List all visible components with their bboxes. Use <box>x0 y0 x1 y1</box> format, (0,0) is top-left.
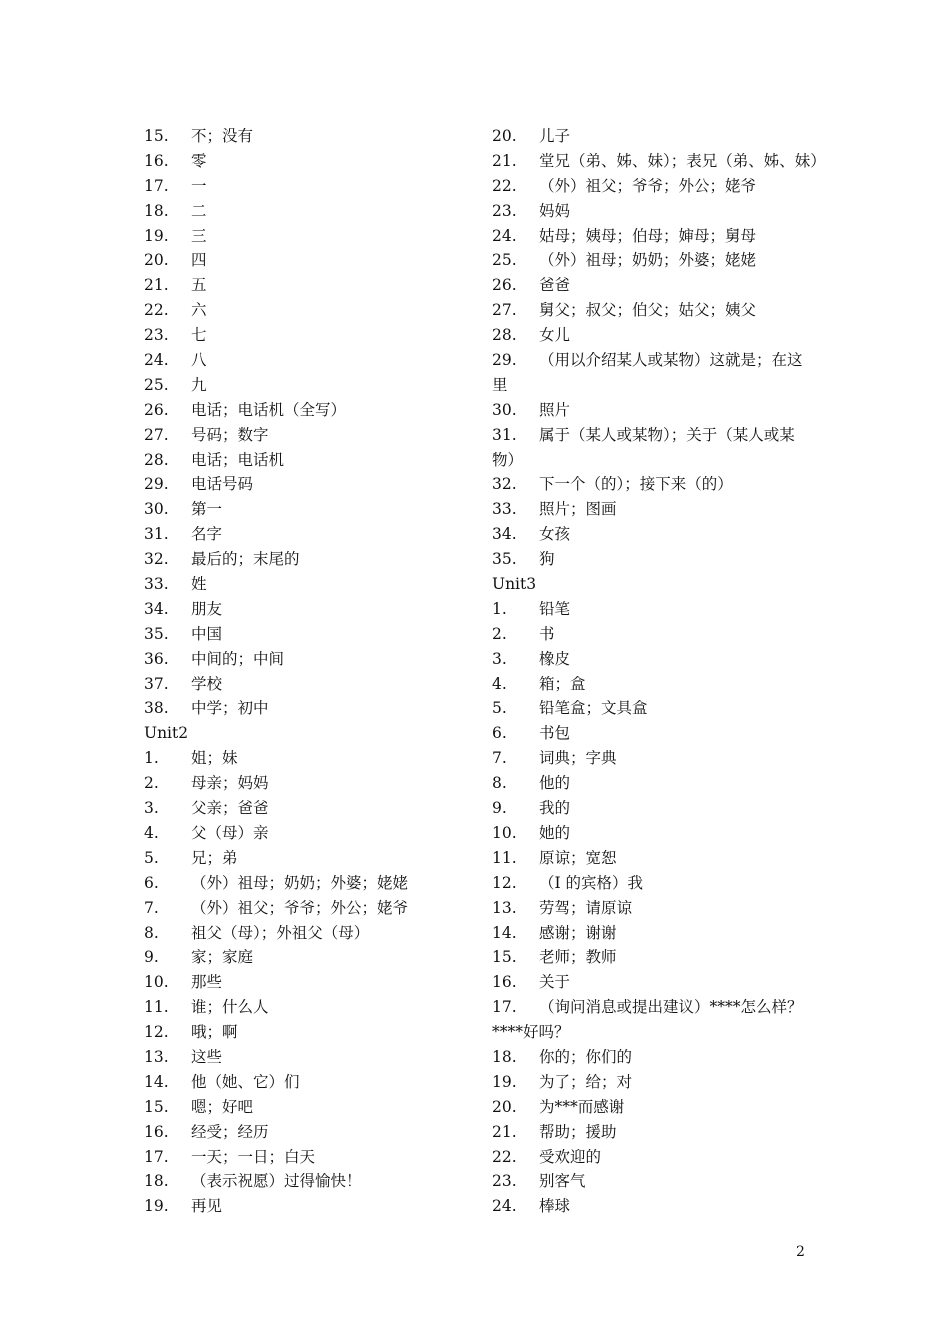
item-text-continuation: 物） <box>492 450 524 469</box>
item-number: 37. <box>144 674 169 693</box>
item-number: 16. <box>144 151 169 170</box>
vocab-item <box>492 896 822 921</box>
item-text: 姓 <box>191 575 207 594</box>
item-number: 32. <box>144 550 169 569</box>
item-number: 21. <box>492 151 517 170</box>
item-text: 棒球 <box>539 1197 571 1216</box>
vocab-item <box>144 224 444 249</box>
vocab-item <box>144 1045 444 1070</box>
item-text: （外）祖母；奶奶；外婆；姥姥 <box>191 873 409 892</box>
item-text: 谁；什么人 <box>191 998 269 1017</box>
vocab-item <box>144 373 444 398</box>
item-number: 26. <box>144 400 169 419</box>
vocab-item <box>144 871 444 896</box>
item-number: 15. <box>144 1097 169 1116</box>
item-number: 20. <box>144 251 169 270</box>
item-number: 5. <box>492 699 507 718</box>
unit-heading: Unit3 <box>492 575 537 594</box>
item-text: 原谅；宽恕 <box>539 848 617 867</box>
item-text: 电话；电话机（全写） <box>191 400 347 419</box>
vocab-item <box>492 1194 822 1219</box>
vocab-item <box>492 771 822 796</box>
vocab-item <box>492 472 822 497</box>
left-column <box>144 124 444 1219</box>
item-number: 30. <box>144 500 169 519</box>
item-text: 那些 <box>191 973 223 992</box>
item-text: 这些 <box>191 1047 223 1066</box>
vocab-item <box>144 149 444 174</box>
item-text: 感谢；谢谢 <box>539 923 617 942</box>
item-text: 兄；弟 <box>191 848 238 867</box>
item-number: 3. <box>144 799 159 818</box>
item-number: 20. <box>492 127 517 145</box>
vocab-item <box>144 821 444 846</box>
item-number: 2. <box>144 774 159 793</box>
vocab-item <box>492 323 822 348</box>
item-text: 堂兄（弟、姊、妹）；表兄（弟、姊、妹） <box>539 151 826 170</box>
item-text: 书包 <box>539 724 571 743</box>
vocab-item <box>144 323 444 348</box>
vocab-item <box>492 273 822 298</box>
item-number: 26. <box>492 276 517 295</box>
item-text: 妈妈 <box>539 201 571 220</box>
vocab-item <box>492 1070 822 1095</box>
vocab-item <box>144 398 444 423</box>
item-text: 学校 <box>191 674 223 693</box>
item-number: 21. <box>144 276 169 295</box>
item-number: 22. <box>492 176 517 195</box>
item-text: 最后的；末尾的 <box>191 550 300 569</box>
item-number: 9. <box>492 799 507 818</box>
item-number: 8. <box>492 774 507 793</box>
item-number: 29. <box>492 351 517 370</box>
item-number: 31. <box>144 525 169 544</box>
item-number: 33. <box>144 575 169 594</box>
item-text: 号码；数字 <box>191 425 269 444</box>
vocab-item <box>144 522 444 547</box>
item-number: 23. <box>144 326 169 345</box>
item-text: 别客气 <box>539 1172 586 1191</box>
vocab-item <box>492 721 822 746</box>
unit-heading: Unit2 <box>144 724 189 743</box>
item-number: 18. <box>144 201 169 220</box>
vocab-item <box>492 647 822 672</box>
item-number: 1. <box>144 749 159 768</box>
item-text: 铅笔盒；文具盒 <box>539 699 648 718</box>
item-number: 3. <box>492 649 507 668</box>
item-text: 属于（某人或某物）；关于（某人或某 <box>539 425 795 444</box>
vocab-item <box>144 423 444 448</box>
item-text: 零 <box>191 151 207 170</box>
item-text: 电话；电话机 <box>191 450 285 469</box>
item-number: 17. <box>144 1147 169 1166</box>
item-text: 母亲；妈妈 <box>191 774 269 793</box>
vocab-item <box>144 448 444 473</box>
item-number: 24. <box>492 226 517 245</box>
item-number: 19. <box>144 226 169 245</box>
vocab-item <box>492 423 822 448</box>
item-text: 七 <box>191 326 207 345</box>
item-text: 六 <box>191 301 207 320</box>
item-number: 16. <box>144 1122 169 1141</box>
item-number: 23. <box>492 201 517 220</box>
item-number: 4. <box>144 823 159 842</box>
item-text: （表示祝愿）过得愉快！ <box>191 1172 362 1191</box>
vocab-item <box>144 472 444 497</box>
item-number: 6. <box>144 873 159 892</box>
item-text: 经受；经历 <box>191 1122 269 1141</box>
item-text: 劳驾；请原谅 <box>539 898 633 917</box>
vocab-item <box>144 771 444 796</box>
item-text: 中国 <box>191 624 223 643</box>
item-text: 祖父（母）；外祖父（母） <box>191 923 370 942</box>
vocab-item <box>144 1095 444 1120</box>
vocab-item <box>492 945 822 970</box>
item-text: 中间的；中间 <box>191 649 285 668</box>
item-text: 词典；字典 <box>539 749 617 768</box>
item-number: 35. <box>492 550 517 569</box>
vocab-item <box>144 273 444 298</box>
item-text: 女儿 <box>539 326 571 345</box>
item-text: 九 <box>191 375 207 394</box>
item-text: 老师；教师 <box>539 948 617 967</box>
vocab-item <box>144 1194 444 1219</box>
item-text: 中学；初中 <box>191 699 269 718</box>
vocab-item <box>144 1145 444 1170</box>
vocab-item <box>492 224 822 249</box>
right-column <box>492 124 826 1219</box>
item-text: 四 <box>191 251 207 270</box>
item-text: （I 的宾格）我 <box>539 873 644 892</box>
item-text: 她的 <box>539 823 571 842</box>
vocab-item <box>492 174 822 199</box>
vocab-item <box>144 497 444 522</box>
vocab-item <box>144 647 444 672</box>
item-text: （用以介绍某人或某物）这就是；在这 <box>539 351 803 370</box>
item-text: 姐；妹 <box>191 749 238 768</box>
vocab-item <box>144 174 444 199</box>
item-text: 嗯；好吧 <box>191 1097 254 1116</box>
item-number: 33. <box>492 500 517 519</box>
vocab-item <box>144 945 444 970</box>
vocab-item <box>144 1120 444 1145</box>
item-number: 9. <box>144 948 159 967</box>
vocab-item <box>492 1169 822 1194</box>
item-number: 14. <box>144 1072 169 1091</box>
vocab-item <box>492 746 822 771</box>
item-number: 12. <box>492 873 517 892</box>
vocab-item <box>492 547 822 572</box>
item-text: 第一 <box>191 500 223 519</box>
item-text: 女孩 <box>539 525 571 544</box>
vocab-item <box>144 921 444 946</box>
item-number: 14. <box>492 923 517 942</box>
item-text: 家；家庭 <box>191 948 254 967</box>
vocab-item <box>492 672 822 697</box>
vocab-item <box>144 970 444 995</box>
item-number: 8. <box>144 923 159 942</box>
item-text: （询问消息或提出建议）****怎么样？ <box>539 998 803 1017</box>
vocab-item <box>492 199 822 224</box>
item-text: 橡皮 <box>539 649 571 668</box>
item-number: 10. <box>492 823 517 842</box>
vocab-item <box>492 1145 822 1170</box>
vocab-item <box>492 597 822 622</box>
vocab-item <box>144 696 444 721</box>
vocab-item <box>144 124 444 149</box>
item-text: 儿子 <box>539 127 571 145</box>
item-number: 13. <box>492 898 517 917</box>
item-number: 23. <box>492 1172 517 1191</box>
item-text: 五 <box>191 276 207 295</box>
item-text: 一天；一日；白天 <box>191 1147 316 1166</box>
item-number: 28. <box>144 450 169 469</box>
item-text: 名字 <box>191 525 223 544</box>
item-text: 哦；啊 <box>191 1023 238 1042</box>
vocab-item <box>492 522 822 547</box>
vocab-item <box>492 796 822 821</box>
item-number: 38. <box>144 699 169 718</box>
vocab-item <box>492 622 822 647</box>
item-text: 姑母；姨母；伯母；婶母；舅母 <box>539 226 757 245</box>
item-number: 27. <box>144 425 169 444</box>
item-number: 31. <box>492 425 517 444</box>
vocab-item <box>492 871 822 896</box>
item-text: 狗 <box>539 550 555 569</box>
vocab-item <box>492 1120 822 1145</box>
item-text: 为了；给；对 <box>539 1072 633 1091</box>
item-text: 电话号码 <box>191 475 254 494</box>
item-text: 关于 <box>539 973 571 992</box>
vocab-item <box>492 298 822 323</box>
item-text: 你的；你们的 <box>539 1047 633 1066</box>
item-number: 19. <box>144 1197 169 1216</box>
vocab-item <box>492 921 822 946</box>
item-number: 13. <box>144 1047 169 1066</box>
item-number: 36. <box>144 649 169 668</box>
page-number: 2 <box>796 1244 805 1260</box>
vocab-item <box>144 1070 444 1095</box>
vocab-item <box>144 248 444 273</box>
item-number: 12. <box>144 1023 169 1042</box>
vocab-item <box>492 696 822 721</box>
item-text-continuation: ****好吗？ <box>492 1023 570 1042</box>
item-text: 他的 <box>539 774 571 793</box>
item-text: 朋友 <box>191 599 223 618</box>
vocab-item <box>492 821 822 846</box>
vocab-item <box>492 149 826 174</box>
item-number: 17. <box>144 176 169 195</box>
item-text: 箱；盒 <box>539 674 586 693</box>
vocab-item <box>144 622 444 647</box>
vocab-item <box>492 398 822 423</box>
item-text: 爸爸 <box>539 276 571 295</box>
item-number: 24. <box>144 351 169 370</box>
item-number: 15. <box>144 127 169 145</box>
item-number: 20. <box>492 1097 517 1116</box>
vocab-item <box>492 497 822 522</box>
item-text: 舅父；叔父；伯父；姑父；姨父 <box>539 301 757 320</box>
vocab-item <box>144 672 444 697</box>
item-text: 父（母）亲 <box>191 823 269 842</box>
item-number: 25. <box>492 251 517 270</box>
item-text: 为***而感谢 <box>539 1097 625 1116</box>
item-text: 书 <box>539 624 555 643</box>
item-number: 11. <box>492 848 517 867</box>
item-number: 32. <box>492 475 517 494</box>
item-number: 2. <box>492 624 507 643</box>
vocab-item <box>492 124 822 149</box>
item-number: 34. <box>492 525 517 544</box>
vocab-item <box>144 597 444 622</box>
vocab-item <box>492 248 822 273</box>
item-number: 22. <box>492 1147 517 1166</box>
item-text: 父亲；爸爸 <box>191 799 269 818</box>
item-text: 下一个（的）；接下来（的） <box>539 475 733 494</box>
vocab-item <box>144 199 444 224</box>
vocab-item <box>144 1169 444 1194</box>
vocab-item <box>144 896 444 921</box>
item-text: 二 <box>191 201 207 220</box>
item-number: 30. <box>492 400 517 419</box>
vocab-item <box>144 746 444 771</box>
vocab-item <box>492 846 822 871</box>
item-text: 三 <box>191 226 207 245</box>
item-number: 19. <box>492 1072 517 1091</box>
item-number: 18. <box>144 1172 169 1191</box>
vocab-item <box>492 1095 822 1120</box>
item-text: （外）祖母；奶奶；外婆；姥姥 <box>539 251 757 270</box>
item-number: 1. <box>492 599 507 618</box>
vocab-item <box>144 796 444 821</box>
item-number: 28. <box>492 326 517 345</box>
item-number: 11. <box>144 998 169 1017</box>
vocab-item <box>144 572 444 597</box>
item-text: 照片；图画 <box>539 500 617 519</box>
item-text: 八 <box>191 351 207 370</box>
item-number: 5. <box>144 848 159 867</box>
item-text: 帮助；援助 <box>539 1122 617 1141</box>
item-number: 21. <box>492 1122 517 1141</box>
vocab-item <box>492 348 822 373</box>
vocab-item <box>144 348 444 373</box>
item-number: 27. <box>492 301 517 320</box>
item-number: 15. <box>492 948 517 967</box>
item-text: 再见 <box>191 1197 223 1216</box>
vocab-item <box>144 547 444 572</box>
item-number: 16. <box>492 973 517 992</box>
vocab-item <box>492 1045 822 1070</box>
item-number: 4. <box>492 674 507 693</box>
item-text: 受欢迎的 <box>539 1147 602 1166</box>
item-text: 一 <box>191 176 207 195</box>
vocab-item <box>144 995 444 1020</box>
item-text: 我的 <box>539 799 571 818</box>
item-number: 34. <box>144 599 169 618</box>
item-number: 7. <box>492 749 507 768</box>
item-text-continuation: 里 <box>492 375 508 394</box>
item-number: 35. <box>144 624 169 643</box>
vocab-item <box>144 298 444 323</box>
item-number: 29. <box>144 475 169 494</box>
item-number: 24. <box>492 1197 517 1216</box>
item-text: （外）祖父；爷爷；外公；姥爷 <box>539 176 757 195</box>
vocab-item <box>144 846 444 871</box>
item-number: 10. <box>144 973 169 992</box>
vocab-item <box>144 1020 444 1045</box>
item-number: 7. <box>144 898 159 917</box>
item-number: 25. <box>144 375 169 394</box>
item-number: 18. <box>492 1047 517 1066</box>
vocab-item <box>492 970 822 995</box>
item-number: 6. <box>492 724 507 743</box>
item-number: 22. <box>144 301 169 320</box>
item-number: 17. <box>492 998 517 1017</box>
item-text: 照片 <box>539 400 571 419</box>
item-text: 他（她、它）们 <box>191 1072 300 1091</box>
item-text: （外）祖父；爷爷；外公；姥爷 <box>191 898 409 917</box>
vocab-item <box>492 995 822 1020</box>
item-text: 铅笔 <box>539 599 571 618</box>
item-text: 不；没有 <box>191 127 254 145</box>
